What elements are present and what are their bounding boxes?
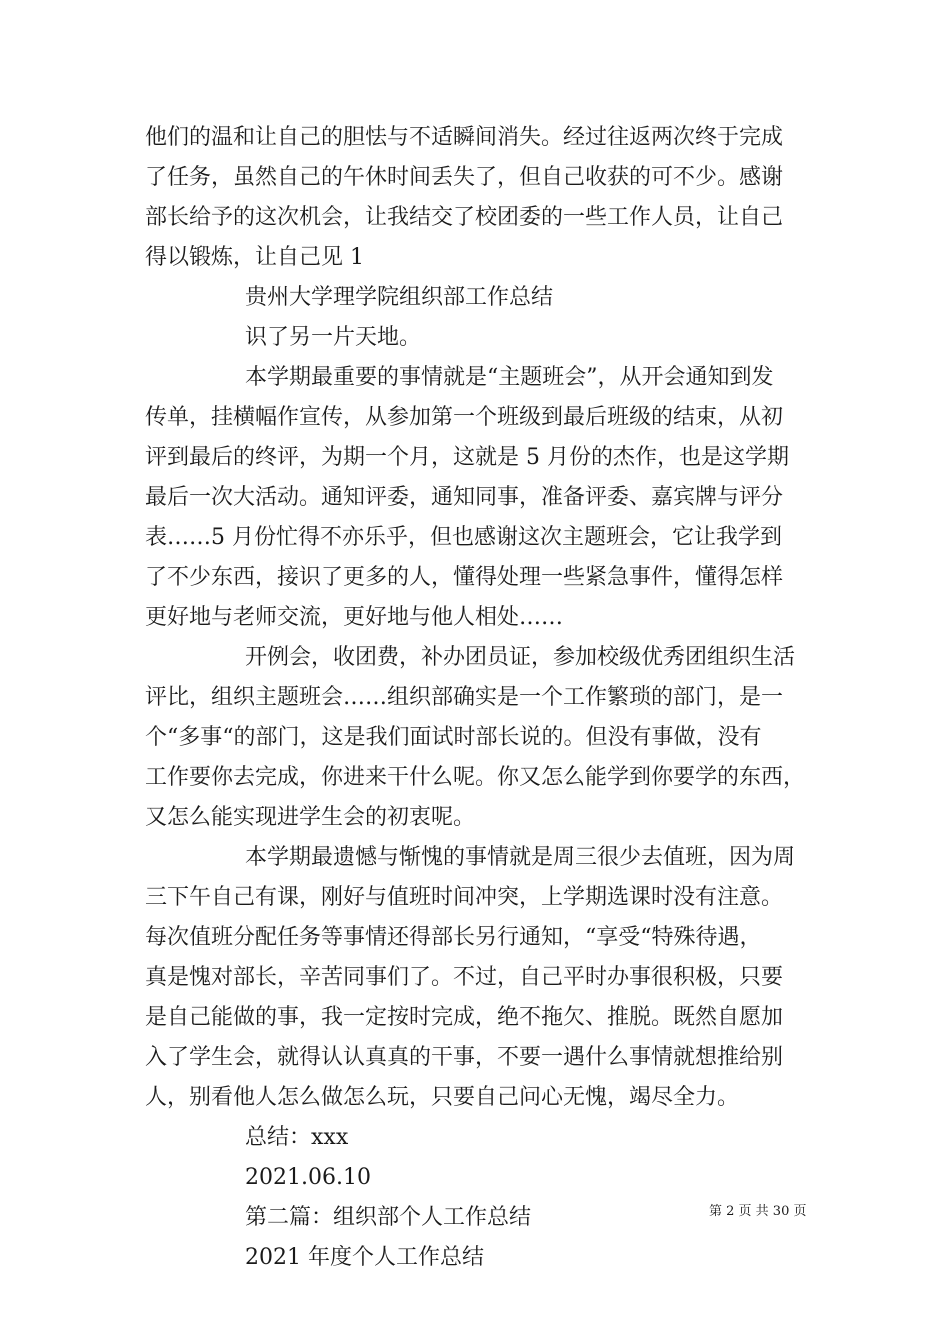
document-body: [145, 118, 825, 1278]
page-number-footer: 第 2 页 共 30 页: [709, 1204, 807, 1219]
text-line: 了不少东西，接识了更多的人，懂得处理一些紧急事件，懂得怎样: [145, 565, 784, 590]
text-line: 了任务，虽然自己的午休时间丢失了，但自己收获的可不少。感谢: [145, 165, 784, 190]
text-line: 本学期最重要的事情就是“主题班会”，从开会通知到发: [245, 365, 774, 390]
text-line: 评比，组织主题班会……组织部确实是一个工作繁琐的部门，是一: [145, 685, 784, 710]
text-line: 又怎么能实现进学生会的初衷呢。: [145, 805, 476, 830]
text-line: 个“多事“的部门，这是我们面试时部长说的。但没有事做，没有: [145, 725, 762, 750]
text-line: 识了另一片天地。: [245, 325, 422, 350]
text-line: 2021.06.10: [245, 1165, 371, 1190]
text-line: 贵州大学理学院组织部工作总结: [245, 285, 554, 310]
text-line: 更好地与老师交流，更好地与他人相处……: [145, 605, 564, 630]
text-line: 总结：xxx: [245, 1125, 349, 1150]
text-line: 评到最后的终评，为期一个月，这就是 5 月份的杰作，也是这学期: [145, 445, 789, 470]
text-line: 传单，挂横幅作宣传，从参加第一个班级到最后班级的结束，从初: [145, 405, 784, 430]
text-line: 本学期最遗憾与惭愧的事情就是周三很少去值班，因为周: [245, 845, 796, 870]
text-line: 人，别看他人怎么做怎么玩，只要自己问心无愧，竭尽全力。: [145, 1085, 740, 1110]
text-line: 第二篇：组织部个人工作总结: [245, 1205, 532, 1230]
text-line: 开例会，收团费，补办团员证，参加校级优秀团组织生活: [245, 645, 796, 670]
text-line: 三下午自己有课，刚好与值班时间冲突，上学期选课时没有注意。: [145, 885, 784, 910]
text-line: 工作要你去完成，你进来干什么呢。你又怎么能学到你要学的东西，: [145, 765, 806, 790]
text-line: 2021 年度个人工作总结: [245, 1245, 484, 1270]
text-line: 是自己能做的事，我一定按时完成，绝不拖欠、推脱。既然自愿加: [145, 1005, 784, 1030]
text-line: 部长给予的这次机会，让我结交了校团委的一些工作人员，让自己: [145, 205, 784, 230]
text-line: 得以锻炼，让自己见 1: [145, 245, 364, 270]
text-line: 他们的温和让自己的胆怯与不适瞬间消失。经过往返两次终于完成: [145, 125, 784, 150]
text-line: 真是愧对部长，辛苦同事们了。不过，自己平时办事很积极，只要: [145, 965, 784, 990]
text-line: 表……5 月份忙得不亦乐乎，但也感谢这次主题班会，它让我学到: [145, 525, 782, 550]
text-line: 最后一次大活动。通知评委，通知同事，准备评委、嘉宾牌与评分: [145, 485, 784, 510]
text-line: 每次值班分配任务等事情还得部长另行通知，“享受“特殊待遇，: [145, 925, 762, 950]
text-line: 入了学生会，就得认认真真的干事，不要一遇什么事情就想推给别: [145, 1045, 784, 1070]
